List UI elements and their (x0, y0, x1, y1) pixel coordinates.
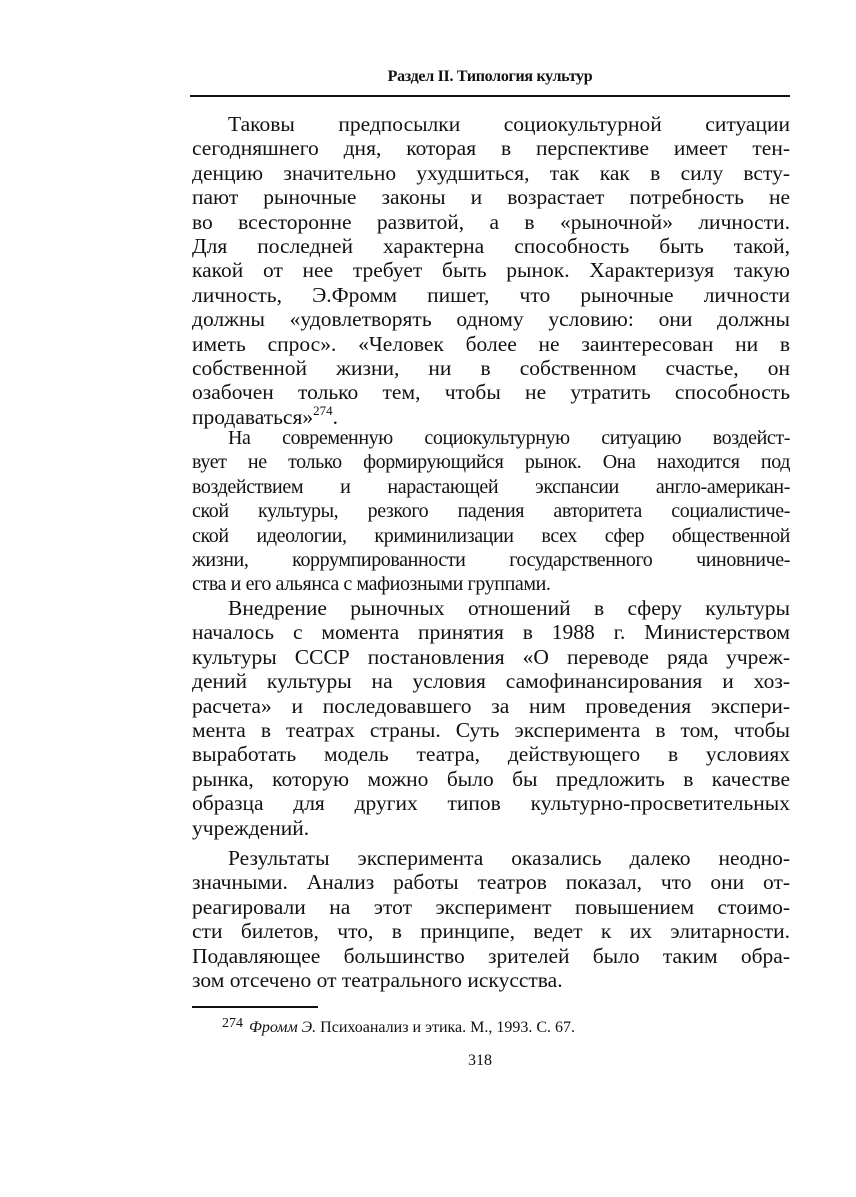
footnote (222, 1016, 575, 1037)
text-line (192, 694, 790, 718)
footnote-number: 274 (222, 1016, 243, 1031)
line-text: иметь спрос». «Человек более не заинтересован ни в (192, 331, 790, 356)
footnote-rule (192, 1006, 318, 1008)
text-line (192, 968, 790, 992)
text-line (192, 816, 790, 840)
line-text: На современную социокультурную ситуацию воздейст- (228, 427, 790, 449)
page-number: 318 (468, 1052, 492, 1069)
text-line (192, 307, 790, 331)
line-text: сегодняшнего дня, которая в перспективе имеет тен- (192, 136, 790, 161)
paragraph-1 (192, 112, 790, 429)
text-line (192, 846, 790, 870)
line-text: началось с момента принятия в 1988 г. Министерством (192, 620, 790, 645)
text-line (192, 548, 790, 572)
line-text: должны «удовлетворять одному условию: они должны (192, 307, 790, 332)
punctuation: . (332, 404, 338, 429)
text-line (192, 380, 790, 404)
line-text: во всесторонне развитой, а в «рыночной» личности. (192, 209, 790, 234)
text-line (192, 895, 790, 919)
text-line (192, 870, 790, 894)
text-line (192, 944, 790, 968)
line-text: продаваться» (192, 404, 314, 429)
line-text: выработать модель театра, действующего в условиях (192, 742, 790, 767)
text-line (192, 669, 790, 693)
text-line (192, 524, 790, 548)
line-text: ства и его альянса с мафиозными группами. (192, 573, 551, 596)
paragraph-3 (192, 596, 790, 840)
text-line (192, 919, 790, 943)
line-text: жизни, коррумпированности государственного чиновниче- (192, 548, 790, 571)
footnote-author: Фромм Э. (249, 1019, 317, 1036)
line-text: Таковы предпосылки социокультурной ситуации (228, 112, 790, 136)
text-line (192, 596, 790, 620)
line-text: Подавляющее большинство зрителей было таким обра- (192, 943, 790, 968)
paragraph-4 (192, 846, 790, 992)
line-text: ской культуры, резкого падения авторитета социалистиче- (192, 500, 790, 523)
text-line (192, 767, 790, 791)
text-line (192, 499, 790, 523)
line-text: озабочен только тем, чтобы не утратить способность (192, 380, 790, 405)
line-text: собственной жизни, ни в собственном счастье, он (192, 355, 790, 380)
line-text: денцию значительно ухудшиться, так как в силу всту- (192, 160, 790, 185)
text-line (192, 283, 790, 307)
line-text: воздействием и нарастающей экспансии англо-американ- (192, 475, 790, 498)
line-text: личность, Э.Фромм пишет, что рыночные личности (192, 282, 790, 307)
running-header: Раздел II. Типология культур (387, 68, 593, 85)
line-text: рынка, которую можно было бы предложить в качестве (192, 766, 790, 791)
text-line (192, 645, 790, 669)
line-text: зом отсечено от театрального искусства. (192, 967, 563, 992)
text-line (192, 791, 790, 815)
text-line (192, 426, 790, 450)
line-text: какой от нее требует быть рынок. Характеризуя такую (192, 258, 790, 283)
line-text: пают рыночные законы и возрастает потребность не (192, 185, 790, 210)
line-text: ской идеологии, криминилизации всех сфер общественной (192, 524, 790, 547)
footnote-reference[interactable]: 274 (313, 402, 333, 418)
text-line (192, 475, 790, 499)
paragraph-2 (192, 426, 790, 597)
text-line (192, 161, 790, 185)
line-text: расчета» и последовавшего за ним проведения экспери- (192, 693, 790, 718)
text-line (192, 620, 790, 644)
text-line (192, 742, 790, 766)
line-text: культуры СССР постановления «О переводе ряда учреж- (192, 644, 790, 669)
text-line (192, 234, 790, 258)
line-text: мента в театрах страны. Суть эксперимента в том, чтобы (192, 717, 790, 742)
line-text: сти билетов, что, в принципе, ведет к их элитарности. (192, 919, 790, 944)
line-text: Результаты эксперимента оказались далеко неодно- (228, 846, 790, 870)
text-line (192, 332, 790, 356)
text-line (192, 718, 790, 742)
footnote-text: Психоанализ и этика. М., 1993. С. 67. (320, 1019, 576, 1036)
line-text: дений культуры на условия самофинансирования и хоз- (192, 669, 790, 694)
line-text: учреждений. (192, 815, 310, 840)
line-text: значными. Анализ работы театров показал, что они от- (192, 870, 790, 895)
text-line (192, 258, 790, 282)
line-text: вует не только формирующийся рынок. Она находится под (192, 451, 790, 474)
text-line (192, 185, 790, 209)
text-line (192, 572, 790, 596)
line-text: реагировали на этот эксперимент повышением стоимо- (192, 894, 790, 919)
text-line (192, 136, 790, 160)
text-line (192, 450, 790, 474)
text-line (192, 356, 790, 380)
header-rule (190, 95, 790, 97)
text-line (192, 210, 790, 234)
line-text: Для последней характерна способность быть такой, (192, 233, 790, 258)
line-text: Внедрение рыночных отношений в сферу культуры (228, 596, 790, 620)
line-text: образца для других типов культурно-просветительных (192, 791, 790, 816)
text-line (192, 112, 790, 136)
